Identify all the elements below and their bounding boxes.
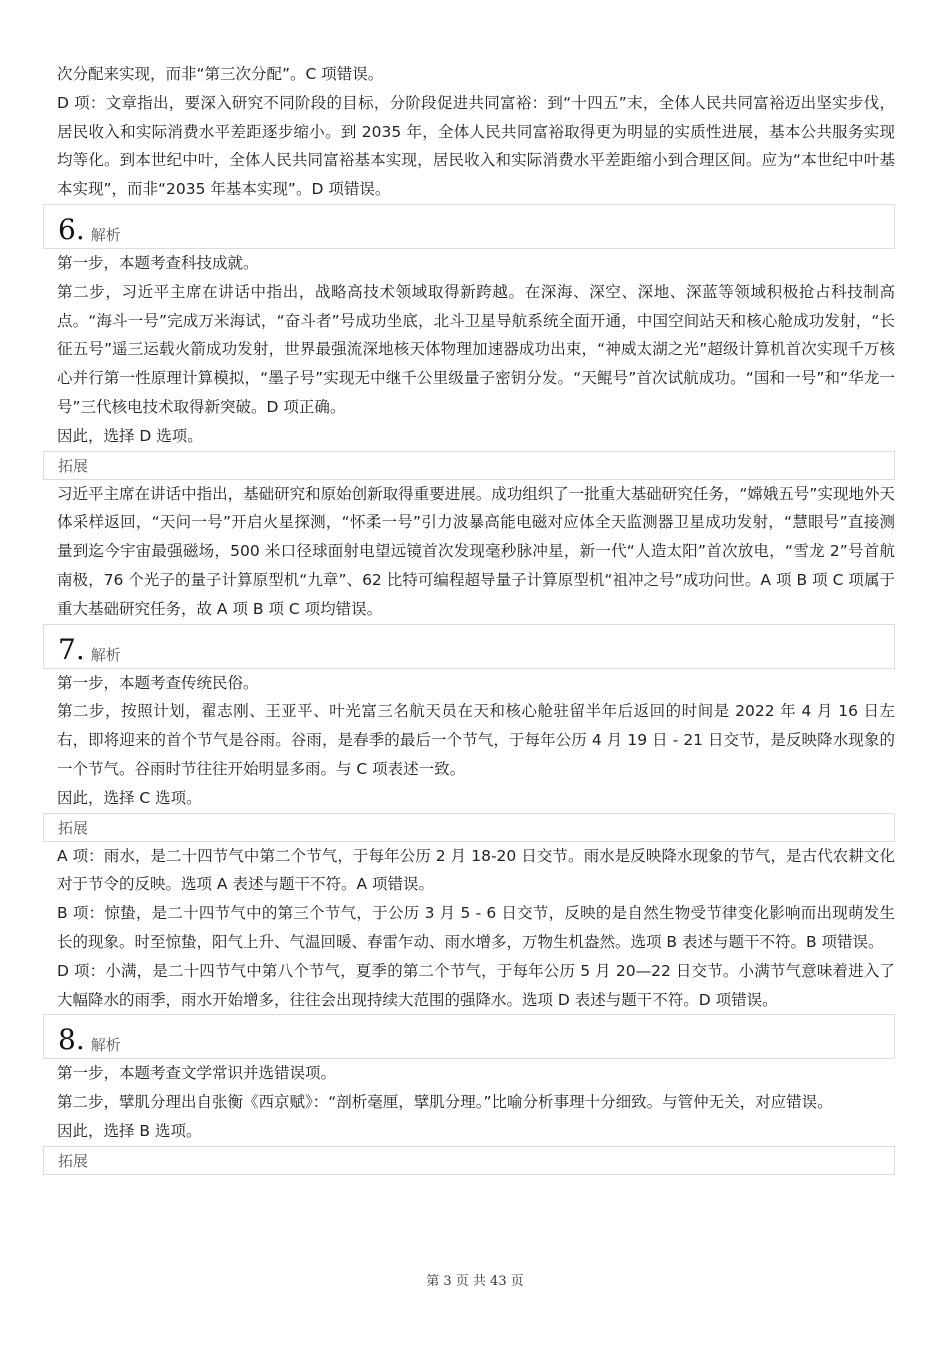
paragraph: 习近平主席在讲话中指出，基础研究和原始创新取得重要进展。成功组织了一批重大基础研究任务，“嫦娥五号”实现地外天体采样返回，“天问一号”开启火星探测，“怀柔一号”引力波暴高能电磁对应体全天监测器卫星成功发射，“慧眼号”直接测量到迄今宇宙最强磁场，500 米口径球面射电望远镜首次发现毫秒脉冲星，新一代“人造太阳”首次放电，“雪龙 2”号首航南极，76 个光子的量子计算原型机“九章”、62 比特可编程超导量子计算原型机“祖冲之号”成功问世。A 项 B 项 C 项属于重大基础研究任务，故 A 项 B 项 C 项均错误。: [57, 484, 895, 618]
paragraph: 因此，选择 C 选项。: [57, 788, 202, 807]
question-number: 7.: [58, 632, 85, 666]
page-footer: 第 3 页 共 43 页: [426, 1274, 524, 1289]
analysis-label: 解析: [90, 225, 121, 244]
paragraph: 第二步，擘肌分理出自张衡《西京赋》：“剖析毫厘，擘肌分理。”比喻分析事理十分细致。与管仲无关，对应错误。: [57, 1093, 833, 1112]
extension-label: 拓展: [58, 818, 89, 837]
extension-label: 拓展: [58, 456, 89, 475]
question-number: 6.: [58, 212, 85, 246]
question-6-header: [43, 204, 895, 249]
paragraph: 因此，选择 B 选项。: [57, 1121, 202, 1140]
paragraph: 第二步，按照计划，翟志刚、王亚平、叶光富三名航天员在天和核心舱驻留半年后返回的时间是 2022 年 4 月 16 日左右，即将迎来的首个节气是谷雨。谷雨，是春季的最后一个节气，于每年公历 4 月 19 日 - 21 日交节，是反映降水现象的一个节气。谷雨时节往往开始明显多雨。与 C 项表述一致。: [57, 702, 895, 778]
paragraph: B 项：惊蛰，是二十四节气中的第三个节气，于公历 3 月 5 - 6 日交节，反映的是自然生物受节律变化影响而出现萌发生长的现象。时至惊蛰，阳气上升、气温回暖、春雷乍动、雨水增多，万物生机盎然。选项 B 表述与题干不符。B 项错误。: [57, 904, 895, 951]
extension-header: [43, 451, 895, 480]
question-8-header: [43, 1014, 895, 1059]
question-number: 8.: [58, 1023, 85, 1057]
paragraph: 第一步，本题考查传统民俗。: [57, 673, 259, 692]
extension-header: [43, 813, 895, 842]
paragraph: D 项：小满，是二十四节气中第八个节气，夏季的第二个节气，于每年公历 5 月 20—22 日交节。小满节气意味着进入了大幅降水的雨季，雨水开始增多，往往会出现持续大范围的强降水。选项 D 表述与题干不符。D 项错误。: [57, 961, 895, 1009]
paragraph: A 项：雨水，是二十四节气中第二个节气，于每年公历 2 月 18-20 日交节。雨水是反映降水现象的节气，是古代农耕文化对于节令的反映。选项 A 表述与题干不符。A 项错误。: [57, 846, 895, 894]
analysis-label: 解析: [90, 1036, 121, 1055]
extension-header: [43, 1146, 895, 1175]
paragraph: 第一步，本题考查文学常识并选错误项。: [57, 1064, 337, 1083]
paragraph: 第二步，习近平主席在讲话中指出，战略高技术领域取得新跨越。在深海、深空、深地、深蓝等领域积极抢占科技制高点。“海斗一号”完成万米海试，“奋斗者”号成功坐底，北斗卫星导航系统全面开通，中国空间站天和核心舱成功发射，“长征五号”遥三运载火箭成功发射，世界最强流深地核天体物理加速器成功出束，“神威太湖之光”超级计算机首次实现千万核心并行第一性原理计算模拟，“墨子号”实现无中继千公里级量子密钥分发。“天鲲号”首次试航成功。“国和一号”和“华龙一号”三代核电技术取得新突破。D 项正确。: [57, 282, 895, 416]
extension-label: 拓展: [58, 1151, 89, 1170]
paragraph: 第一步，本题考查科技成就。: [57, 253, 259, 272]
paragraph: D 项：文章指出，要深入研究不同阶段的目标，分阶段促进共同富裕：到“十四五”末，全体人民共同富裕迈出坚实步伐，居民收入和实际消费水平差距逐步缩小。到 2035 年，全体人民共同富裕取得更为明显的实质性进展，基本公共服务实现均等化。到本世纪中叶，全体人民共同富裕基本实现，居民收入和实际消费水平差距缩小到合理区间。应为“本世纪中叶基本实现”，而非“2035 年基本实现”。D 项错误。: [57, 93, 895, 199]
paragraph: 次分配来实现，而非“第三次分配”。C 项错误。: [57, 65, 384, 83]
question-7-header: [43, 624, 895, 669]
page-content: [57, 60, 895, 1175]
paragraph: 因此，选择 D 选项。: [57, 426, 203, 445]
analysis-label: 解析: [90, 645, 121, 664]
